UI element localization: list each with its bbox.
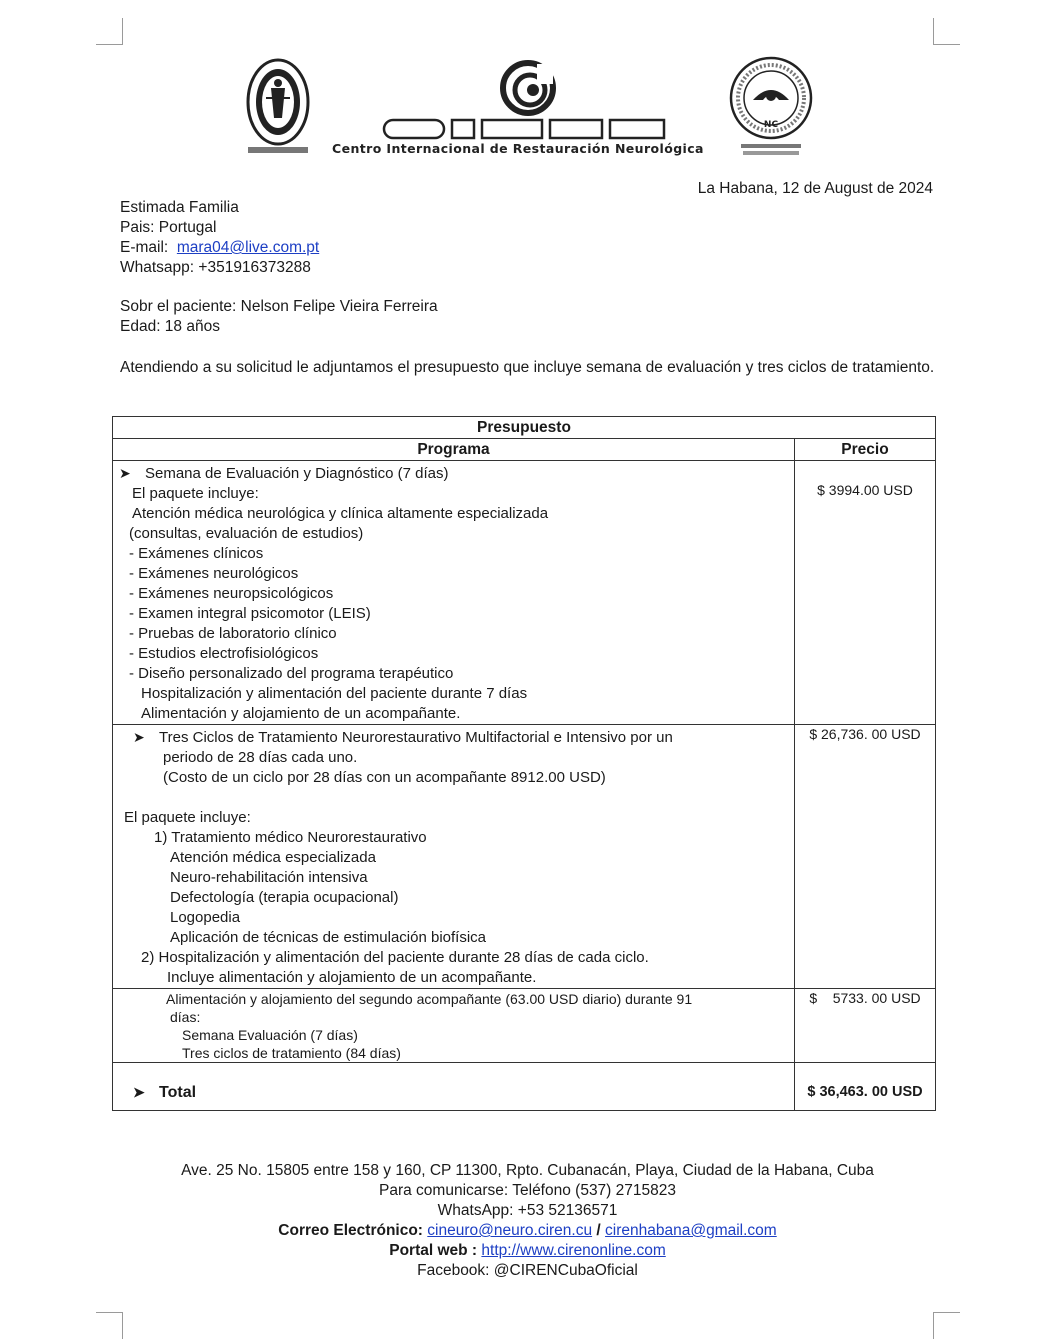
arrow-bullet-icon: ➤ bbox=[119, 465, 131, 481]
nc-certification-seal bbox=[727, 54, 815, 158]
crop-mark-top-right bbox=[933, 18, 960, 45]
table-row bbox=[113, 461, 936, 725]
crop-mark-top-left bbox=[96, 18, 123, 45]
recipient-block bbox=[120, 198, 319, 278]
footer-email-link-2[interactable]: cirenhabana@gmail.com bbox=[605, 1222, 777, 1239]
table-title: Presupuesto bbox=[113, 417, 936, 439]
ciren-logo bbox=[380, 60, 670, 142]
row3-program: Alimentación y alojamiento del segundo acompañante (63.00 USD diario) durante 91 días: Semana Evaluación (7 días) Tres ciclos de tratamiento (84 días) bbox=[113, 989, 795, 1063]
budget-table bbox=[112, 416, 936, 1111]
email-label: E-mail: bbox=[120, 239, 169, 256]
whatsapp-line: Whatsapp: +351916373288 bbox=[120, 259, 311, 276]
footer-address: Ave. 25 No. 15805 entre 158 y 160, CP 11300, Rpto. Cubanacán, Playa, Ciudad de la Habana, Cuba bbox=[181, 1162, 874, 1179]
total-label-cell: ➤ Total bbox=[113, 1063, 795, 1111]
bureau-veritas-logo bbox=[244, 58, 312, 156]
letter-date: La Habana, 12 de August de 2024 bbox=[697, 180, 933, 197]
patient-block bbox=[120, 297, 438, 337]
table-row bbox=[113, 989, 936, 1063]
email-link[interactable]: mara04@live.com.pt bbox=[176, 239, 320, 256]
footer-portal-link[interactable]: http://www.cirenonline.com bbox=[481, 1242, 666, 1259]
footer-portal-line: Portal web : http://www.cirenonline.com bbox=[389, 1242, 666, 1259]
row1-program: ➤ Semana de Evaluación y Diagnóstico (7 días) El paquete incluye: Atención médica neurológica y clínica altamente especializada (consultas, evaluación de estudios) - Exámenes clínicos - Exámenes neurológicos - Exámenes neuropsicológicos - Examen integral psicomotor (LEIS) - Pruebas de laboratorio clínico - Estudios electrofisiológicos - Diseño personalizado del programa terapéutico Hospitalización y alimentación del paciente durante 7 días Alimentación y alojamiento de un acompañante. bbox=[113, 461, 795, 725]
footer-whatsapp: WhatsApp: +53 52136571 bbox=[437, 1202, 618, 1219]
total-row bbox=[113, 1063, 936, 1111]
table-row bbox=[113, 725, 936, 989]
column-header-precio: Precio bbox=[795, 439, 936, 461]
footer bbox=[0, 1161, 1055, 1281]
row1-price: $ 3994.00 USD bbox=[795, 461, 936, 725]
row2-program: ➤ Tres Ciclos de Tratamiento Neurorestaurativo Multifactorial e Intensivo por un periodo de 28 días cada uno. (Costo de un ciclo por 28 días con un acompañante 8912.00 USD) El paquete incluye: 1) Tratamiento médico Neurorestaurativo Atención médica especializada Neuro-rehabilitación intensiva Defectología (terapia ocupacional) Logopedia Aplicación de técnicas de estimulación biofísica 2) Hospitalización y alimentación del paciente durante 28 días de cada ciclo. Incluye alimentación y alojamiento de un acompañante. bbox=[113, 725, 795, 989]
crop-mark-bottom-right bbox=[933, 1312, 960, 1339]
footer-email-line: Correo Electrónico: cineuro@neuro.ciren.cu / cirenhabana@gmail.com bbox=[278, 1222, 777, 1239]
crop-mark-bottom-left bbox=[96, 1312, 123, 1339]
patient-age: Edad: 18 años bbox=[120, 318, 220, 335]
footer-facebook: Facebook: @CIRENCubaOficial bbox=[417, 1262, 638, 1279]
institution-subtitle: Centro Internacional de Restauración Neurológica bbox=[332, 141, 704, 156]
footer-phone: Para comunicarse: Teléfono (537) 2715823 bbox=[379, 1182, 676, 1199]
arrow-bullet-icon: ➤ bbox=[133, 729, 145, 745]
footer-email-link-1[interactable]: cineuro@neuro.ciren.cu bbox=[427, 1222, 593, 1239]
arrow-bullet-icon: ➤ bbox=[133, 1084, 145, 1100]
intro-paragraph: Atendiendo a su solicitud le adjuntamos el presupuesto que incluye semana de evaluación y tres ciclos de tratamiento. bbox=[120, 359, 935, 376]
patient-name: Sobr el paciente: Nelson Felipe Vieira Ferreira bbox=[120, 298, 438, 315]
row2-price: $ 26,736. 00 USD bbox=[795, 725, 936, 989]
column-header-programa: Programa bbox=[113, 439, 795, 461]
row3-price: $ 5733. 00 USD bbox=[795, 989, 936, 1063]
country: Pais: Portugal bbox=[120, 219, 217, 236]
total-price: $ 36,463. 00 USD bbox=[795, 1063, 936, 1111]
svg-text:NC: NC bbox=[763, 120, 779, 130]
greeting: Estimada Familia bbox=[120, 199, 239, 216]
email-line bbox=[120, 238, 319, 258]
